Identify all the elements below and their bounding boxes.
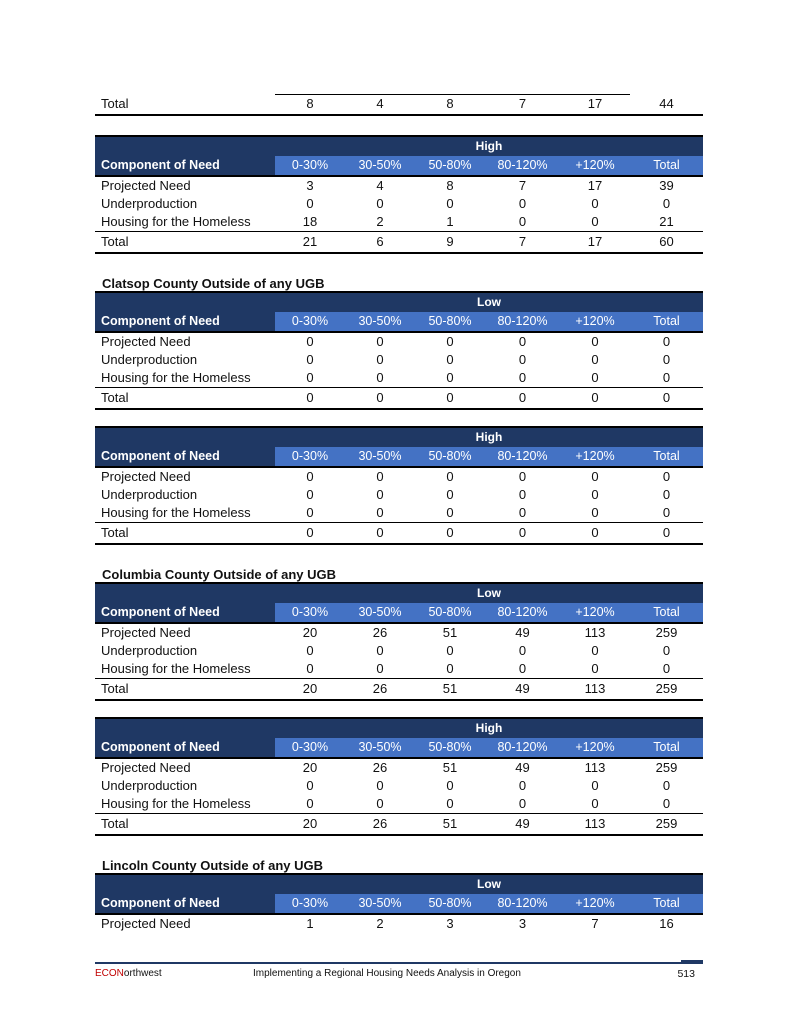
row-value: 0 xyxy=(376,469,384,484)
column-header: 30-50% xyxy=(358,314,402,328)
total-value: 259 xyxy=(655,681,678,696)
total-value: 20 xyxy=(302,681,318,696)
row-value: 3 xyxy=(446,916,454,931)
total-value: 49 xyxy=(515,681,530,696)
row-value: 0 xyxy=(518,196,527,211)
band-label: Low xyxy=(477,295,501,309)
row-value: 2 xyxy=(376,214,384,229)
row-value: 0 xyxy=(518,487,527,502)
row-value: 0 xyxy=(446,505,454,520)
table-row xyxy=(95,468,703,486)
total-value: 9 xyxy=(446,234,454,249)
total-value: 0 xyxy=(518,525,527,540)
footer-accent xyxy=(681,960,703,963)
row-value: 0 xyxy=(518,643,527,658)
column-header: Total xyxy=(653,314,680,328)
band-spacer xyxy=(95,584,275,603)
column-header-row xyxy=(95,603,703,624)
table-row xyxy=(95,660,703,678)
total-value: 26 xyxy=(372,816,388,831)
row-value: 0 xyxy=(662,796,671,811)
column-header-row xyxy=(95,156,703,177)
row-value: 0 xyxy=(306,778,314,793)
total-value: 259 xyxy=(655,816,678,831)
table-row xyxy=(95,486,703,504)
column-header: 80-120% xyxy=(497,314,548,328)
row-value: 0 xyxy=(306,661,314,676)
row-value: 0 xyxy=(446,661,454,676)
column-header: 30-50% xyxy=(358,740,402,754)
row-label: Housing for the Homeless xyxy=(101,796,251,811)
column-header: 50-80% xyxy=(428,449,472,463)
row-value: 0 xyxy=(376,643,384,658)
row-value: 1 xyxy=(306,916,314,931)
table-body xyxy=(95,177,703,254)
total-value: 0 xyxy=(662,525,671,540)
total-value: 51 xyxy=(442,681,458,696)
row-label: Housing for the Homeless xyxy=(101,370,251,385)
row-label: Underproduction xyxy=(101,487,198,502)
row-value: 0 xyxy=(591,661,599,676)
row-value: 0 xyxy=(518,469,527,484)
data-table xyxy=(95,873,703,933)
row-value: 8 xyxy=(446,178,454,193)
row-value: 0 xyxy=(306,643,314,658)
column-header: 0-30% xyxy=(291,449,329,463)
row-value: 0 xyxy=(518,505,527,520)
row-label: Underproduction xyxy=(101,778,198,793)
row-value: 49 xyxy=(515,625,530,640)
carryover-total-cell: 8 xyxy=(446,96,454,111)
total-value: 49 xyxy=(515,816,530,831)
row-label: Underproduction xyxy=(101,352,198,367)
row-value: 259 xyxy=(655,625,678,640)
row-value: 1 xyxy=(446,214,454,229)
row-value: 0 xyxy=(518,778,527,793)
row-label: Underproduction xyxy=(101,196,198,211)
band-spacer xyxy=(95,875,275,894)
table-body xyxy=(95,468,703,545)
table-row xyxy=(95,195,703,213)
total-label: Total xyxy=(101,681,129,696)
total-value: 26 xyxy=(372,681,388,696)
column-header: +120% xyxy=(575,449,615,463)
column-header: 80-120% xyxy=(497,896,548,910)
row-value: 0 xyxy=(518,370,527,385)
table-band xyxy=(95,717,703,738)
total-value: 0 xyxy=(591,525,599,540)
component-header: Component of Need xyxy=(95,447,275,466)
row-value: 0 xyxy=(306,352,314,367)
total-label: Total xyxy=(101,390,129,405)
row-value: 0 xyxy=(376,778,384,793)
row-value: 0 xyxy=(306,505,314,520)
row-value: 20 xyxy=(302,625,318,640)
row-value: 0 xyxy=(376,334,384,349)
row-value: 26 xyxy=(372,625,388,640)
column-header: 80-120% xyxy=(497,158,548,172)
row-value: 0 xyxy=(518,334,527,349)
total-row xyxy=(95,231,703,254)
data-table xyxy=(95,582,703,701)
row-value: 17 xyxy=(587,178,603,193)
row-value: 3 xyxy=(518,916,527,931)
row-value: 0 xyxy=(591,352,599,367)
column-header: +120% xyxy=(575,314,615,328)
column-header: 30-50% xyxy=(358,449,402,463)
total-value: 20 xyxy=(302,816,318,831)
row-value: 51 xyxy=(442,625,458,640)
band-label: High xyxy=(475,721,503,735)
column-header: +120% xyxy=(575,605,615,619)
table-row xyxy=(95,915,703,933)
row-value: 0 xyxy=(591,334,599,349)
row-value: 0 xyxy=(662,661,671,676)
row-value: 39 xyxy=(659,178,674,193)
row-value: 21 xyxy=(659,214,674,229)
row-value: 4 xyxy=(376,178,384,193)
row-value: 0 xyxy=(662,469,671,484)
carryover-top-rule xyxy=(275,94,630,95)
total-value: 51 xyxy=(442,816,458,831)
row-value: 2 xyxy=(376,916,384,931)
total-value: 0 xyxy=(306,390,314,405)
column-header: 80-120% xyxy=(497,740,548,754)
total-value: 0 xyxy=(376,390,384,405)
row-value: 0 xyxy=(591,214,599,229)
row-value: 7 xyxy=(518,178,527,193)
column-header: 0-30% xyxy=(291,740,329,754)
row-value: 0 xyxy=(306,196,314,211)
row-value: 0 xyxy=(446,370,454,385)
row-value: 7 xyxy=(591,916,599,931)
column-header: 50-80% xyxy=(428,896,472,910)
footer-brand xyxy=(95,968,162,979)
row-value: 0 xyxy=(662,196,671,211)
row-value: 0 xyxy=(591,370,599,385)
table-band xyxy=(95,426,703,447)
row-value: 0 xyxy=(376,487,384,502)
row-value: 0 xyxy=(446,778,454,793)
row-value: 18 xyxy=(302,214,318,229)
row-value: 113 xyxy=(584,625,606,640)
total-value: 113 xyxy=(584,681,606,696)
column-header: 80-120% xyxy=(497,605,548,619)
total-value: 0 xyxy=(518,390,527,405)
row-label: Housing for the Homeless xyxy=(101,214,251,229)
data-table xyxy=(95,426,703,545)
row-value: 51 xyxy=(442,760,458,775)
row-value: 0 xyxy=(446,352,454,367)
carryover-total-cell: 4 xyxy=(376,96,384,111)
table-row xyxy=(95,795,703,813)
total-label: Total xyxy=(101,234,129,249)
row-value: 0 xyxy=(306,796,314,811)
total-row xyxy=(95,522,703,545)
band-label: Low xyxy=(477,877,501,891)
row-value: 0 xyxy=(376,661,384,676)
row-value: 0 xyxy=(518,214,527,229)
row-value: 0 xyxy=(591,643,599,658)
column-header: 30-50% xyxy=(358,158,402,172)
band-label: High xyxy=(475,139,503,153)
page-number: 513 xyxy=(677,968,695,980)
section-title: Columbia County Outside of any UGB xyxy=(102,567,337,582)
row-label: Underproduction xyxy=(101,643,198,658)
column-header: 50-80% xyxy=(428,740,472,754)
component-header: Component of Need xyxy=(95,894,275,913)
band-spacer xyxy=(95,137,275,156)
row-value: 0 xyxy=(662,487,671,502)
row-label: Projected Need xyxy=(101,625,191,640)
row-value: 0 xyxy=(518,352,527,367)
total-value: 6 xyxy=(376,234,384,249)
column-header: +120% xyxy=(575,158,615,172)
table-row xyxy=(95,213,703,231)
total-value: 0 xyxy=(446,390,454,405)
row-value: 0 xyxy=(306,370,314,385)
footer-brand-rest: orthwest xyxy=(123,968,162,979)
row-value: 0 xyxy=(376,796,384,811)
column-header: 80-120% xyxy=(497,449,548,463)
column-header: +120% xyxy=(575,896,615,910)
row-value: 0 xyxy=(591,505,599,520)
row-value: 0 xyxy=(662,352,671,367)
row-value: 0 xyxy=(306,334,314,349)
row-value: 0 xyxy=(591,196,599,211)
row-value: 0 xyxy=(446,469,454,484)
table-row xyxy=(95,759,703,777)
column-header: Total xyxy=(653,158,680,172)
column-header: 30-50% xyxy=(358,605,402,619)
column-header: 30-50% xyxy=(358,896,402,910)
row-label: Projected Need xyxy=(101,760,191,775)
footer-title: Implementing a Regional Housing Needs Analysis in Oregon xyxy=(253,968,521,979)
band-spacer xyxy=(95,428,275,447)
row-value: 0 xyxy=(591,778,599,793)
table-row xyxy=(95,777,703,795)
component-header: Component of Need xyxy=(95,312,275,331)
total-value: 0 xyxy=(591,390,599,405)
table-row xyxy=(95,504,703,522)
table-body xyxy=(95,759,703,836)
band-spacer xyxy=(95,293,275,312)
row-value: 0 xyxy=(376,196,384,211)
carryover-total-label: Total xyxy=(101,96,129,111)
column-header: 50-80% xyxy=(428,158,472,172)
column-header: 0-30% xyxy=(291,896,329,910)
row-value: 0 xyxy=(446,196,454,211)
carryover-total-cell: 44 xyxy=(659,96,674,111)
table-row xyxy=(95,369,703,387)
column-header-row xyxy=(95,894,703,915)
column-header-row xyxy=(95,738,703,759)
total-label: Total xyxy=(101,525,129,540)
table-row xyxy=(95,642,703,660)
carryover-total-row xyxy=(95,94,703,116)
table-body xyxy=(95,624,703,701)
row-value: 0 xyxy=(446,334,454,349)
data-table xyxy=(95,135,703,254)
column-header-row xyxy=(95,312,703,333)
row-value: 0 xyxy=(446,487,454,502)
row-value: 49 xyxy=(515,760,530,775)
total-value: 0 xyxy=(446,525,454,540)
row-value: 0 xyxy=(446,796,454,811)
row-value: 0 xyxy=(591,796,599,811)
data-table xyxy=(95,291,703,410)
total-value: 0 xyxy=(306,525,314,540)
column-header: 50-80% xyxy=(428,605,472,619)
total-row xyxy=(95,387,703,410)
row-value: 0 xyxy=(376,505,384,520)
row-value: 16 xyxy=(659,916,674,931)
row-label: Housing for the Homeless xyxy=(101,505,251,520)
row-label: Projected Need xyxy=(101,469,191,484)
row-value: 0 xyxy=(662,505,671,520)
row-value: 0 xyxy=(306,469,314,484)
table-row xyxy=(95,351,703,369)
table-body xyxy=(95,915,703,933)
footer-brand-econ: ECON xyxy=(95,968,124,979)
band-spacer xyxy=(95,719,275,738)
total-row xyxy=(95,678,703,701)
section-title: Clatsop County Outside of any UGB xyxy=(102,276,325,291)
table-band xyxy=(95,873,703,894)
total-value: 17 xyxy=(587,234,603,249)
table-band xyxy=(95,582,703,603)
row-value: 0 xyxy=(446,643,454,658)
band-label: Low xyxy=(477,586,501,600)
row-value: 0 xyxy=(518,661,527,676)
row-label: Housing for the Homeless xyxy=(101,661,251,676)
table-band xyxy=(95,291,703,312)
component-header: Component of Need xyxy=(95,603,275,622)
row-value: 0 xyxy=(376,370,384,385)
table-row xyxy=(95,624,703,642)
row-value: 0 xyxy=(518,796,527,811)
carryover-total-cell: 8 xyxy=(306,96,314,111)
table-row xyxy=(95,177,703,195)
component-header: Component of Need xyxy=(95,738,275,757)
band-label: High xyxy=(475,430,503,444)
table-body xyxy=(95,333,703,410)
total-value: 60 xyxy=(659,234,674,249)
row-value: 0 xyxy=(306,487,314,502)
row-label: Projected Need xyxy=(101,178,191,193)
row-value: 3 xyxy=(306,178,314,193)
total-label: Total xyxy=(101,816,129,831)
row-value: 0 xyxy=(376,352,384,367)
column-header: 0-30% xyxy=(291,314,329,328)
table-row xyxy=(95,333,703,351)
row-value: 20 xyxy=(302,760,318,775)
row-value: 0 xyxy=(662,778,671,793)
column-header: +120% xyxy=(575,740,615,754)
total-value: 0 xyxy=(662,390,671,405)
total-value: 7 xyxy=(518,234,527,249)
row-value: 0 xyxy=(662,643,671,658)
row-value: 259 xyxy=(655,760,678,775)
section-title: Lincoln County Outside of any UGB xyxy=(102,858,323,873)
total-value: 113 xyxy=(584,816,606,831)
carryover-total-cell: 7 xyxy=(518,96,527,111)
row-value: 0 xyxy=(591,469,599,484)
column-header: 0-30% xyxy=(291,158,329,172)
table-band xyxy=(95,135,703,156)
row-value: 26 xyxy=(372,760,388,775)
column-header: 50-80% xyxy=(428,314,472,328)
column-header: Total xyxy=(653,740,680,754)
data-table xyxy=(95,717,703,836)
row-label: Projected Need xyxy=(101,334,191,349)
carryover-total-cell: 17 xyxy=(587,96,603,111)
column-header-row xyxy=(95,447,703,468)
total-value: 0 xyxy=(376,525,384,540)
column-header: 0-30% xyxy=(291,605,329,619)
total-row xyxy=(95,813,703,836)
row-value: 0 xyxy=(591,487,599,502)
row-value: 113 xyxy=(584,760,606,775)
component-header: Component of Need xyxy=(95,156,275,175)
column-header: Total xyxy=(653,449,680,463)
column-header: Total xyxy=(653,605,680,619)
page-footer xyxy=(95,962,703,984)
row-value: 0 xyxy=(662,370,671,385)
row-label: Projected Need xyxy=(101,916,191,931)
row-value: 0 xyxy=(662,334,671,349)
total-value: 21 xyxy=(302,234,318,249)
column-header: Total xyxy=(653,896,680,910)
